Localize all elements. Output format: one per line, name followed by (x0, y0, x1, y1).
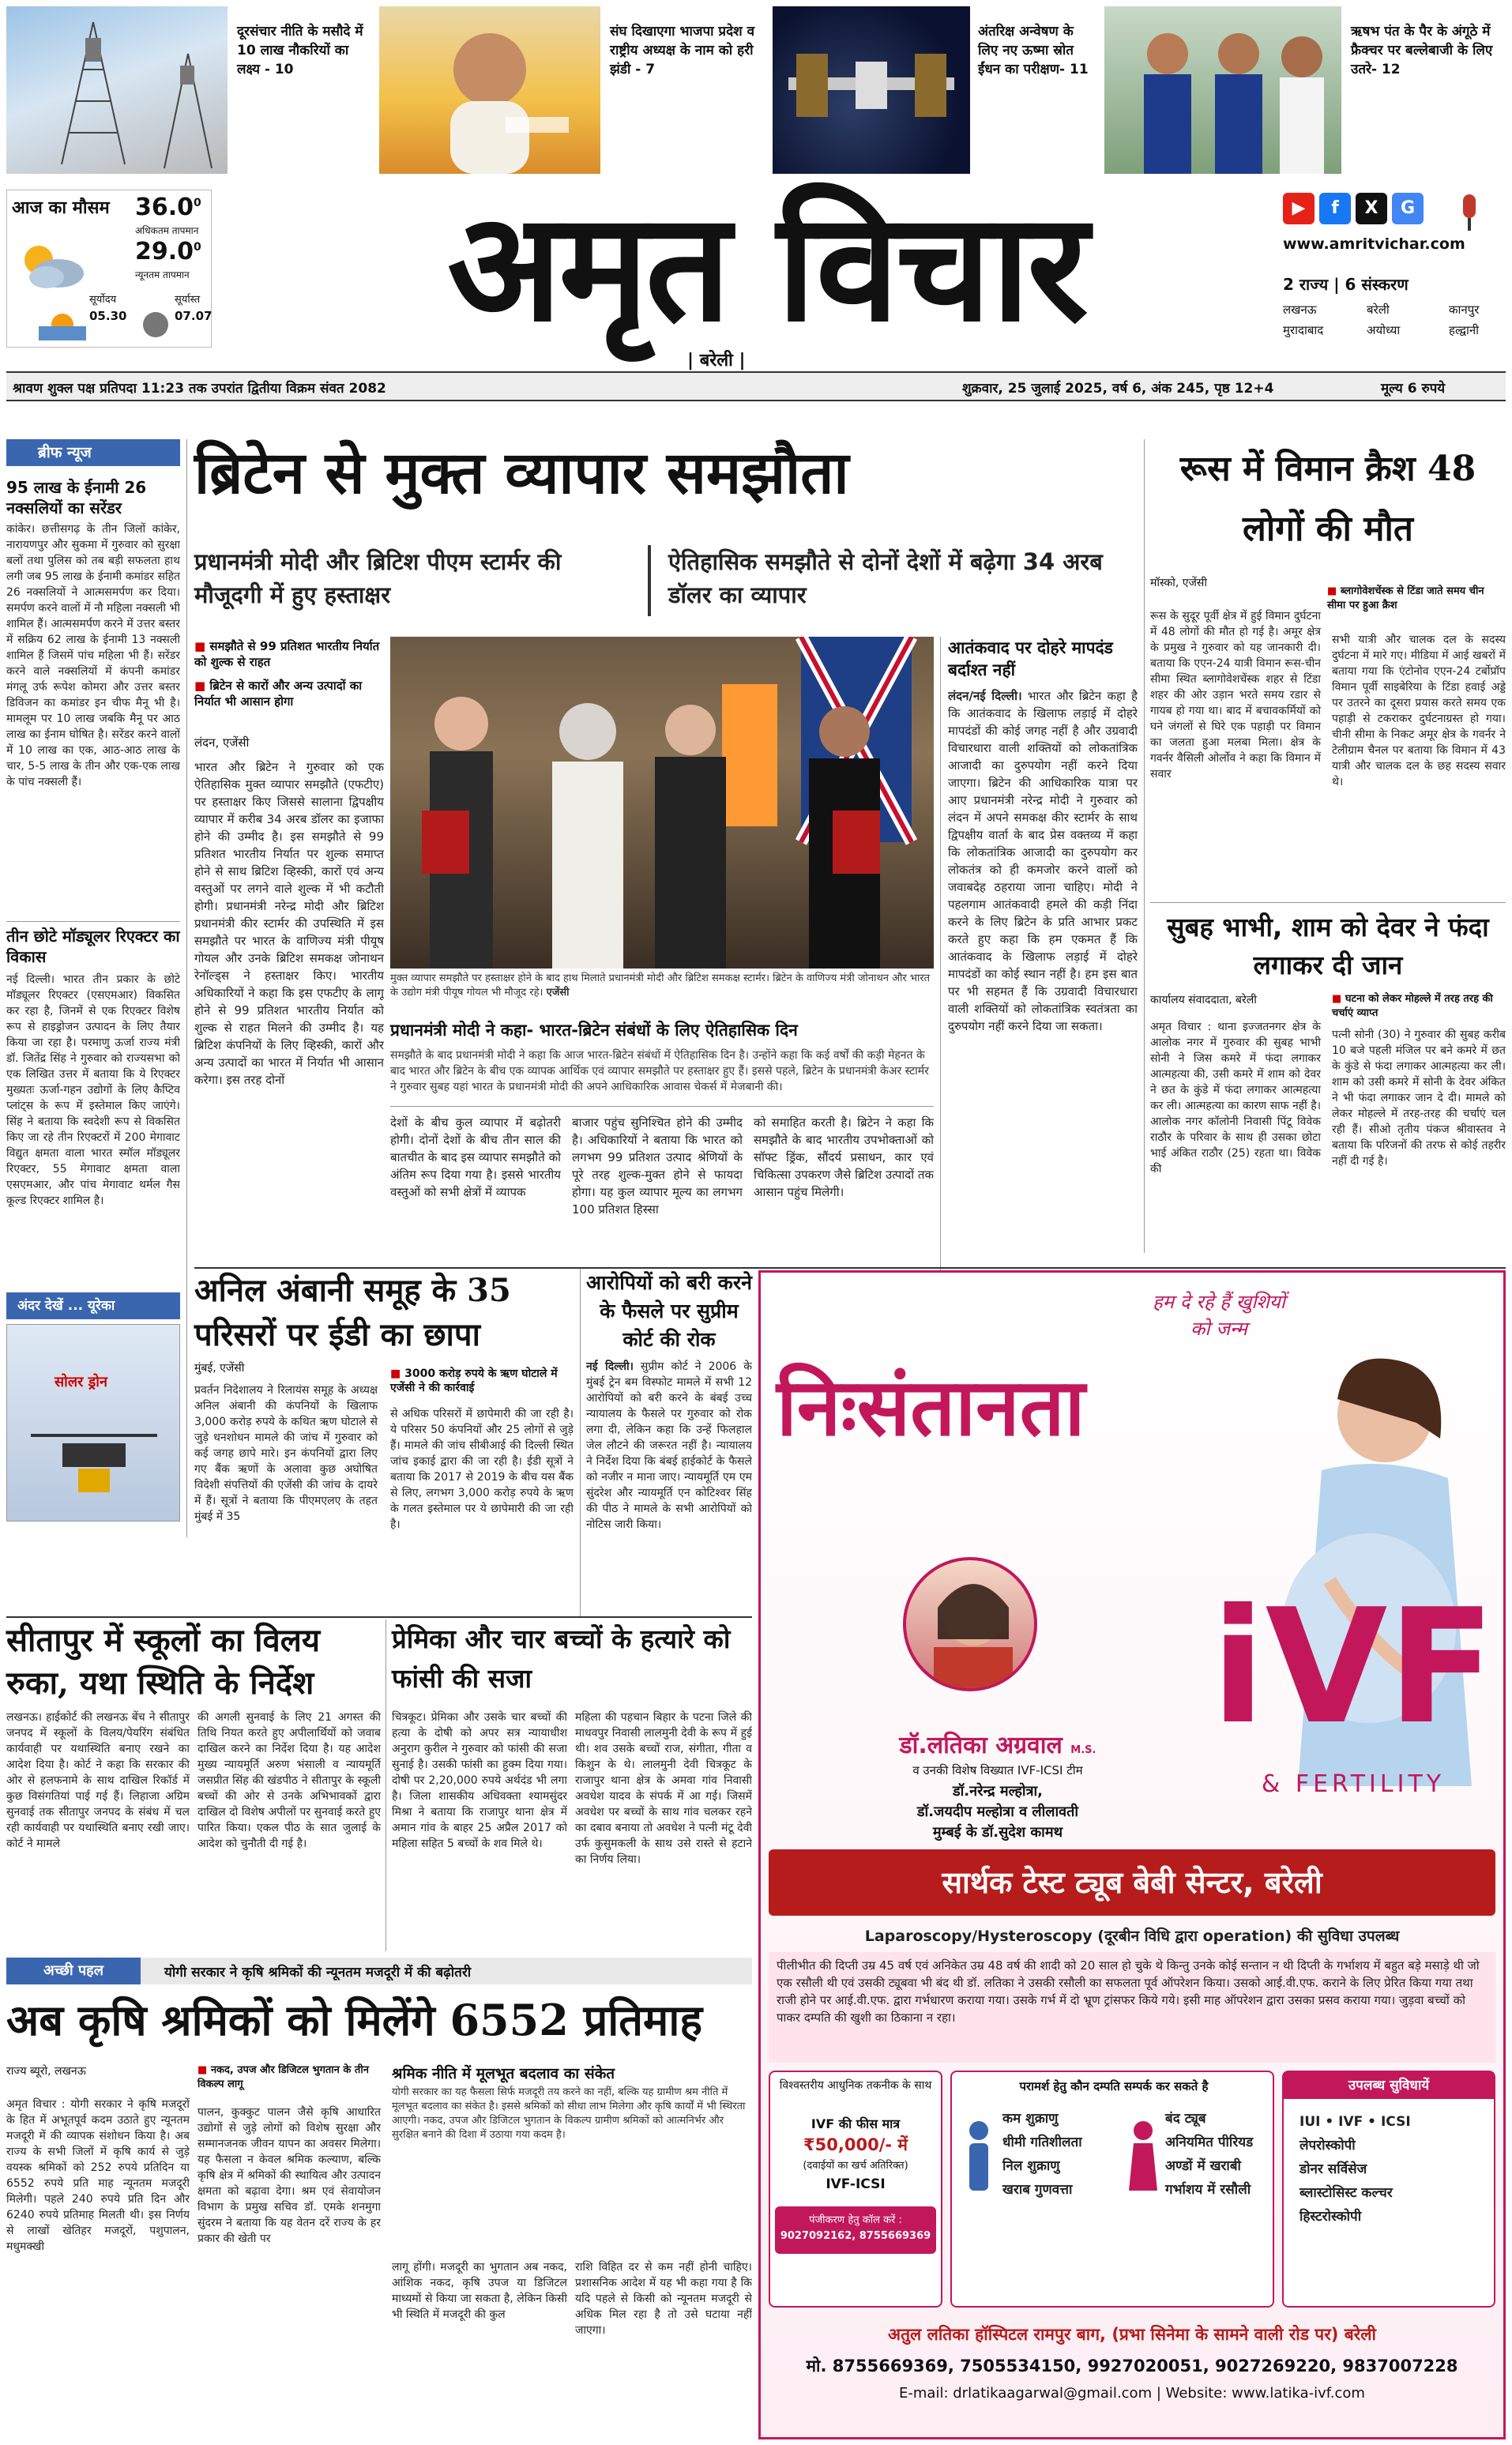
terror-text: लंदन/नई दिल्ली। भारत और ब्रिटेन कहा है कि आतंकवाद के खिलाफ लड़ाई में दोहरे मापदंडों की कोई जगह नहीं है और उग्रवादी विचारधारा वाली शक्तियों को लोकतांत्रिक आजादी का दुरुपयोग नहीं करने दिया जाएगा। ब्रिटेन की आधिकारिक यात्रा पर आए प्रधानमंत्री नरेन्द्र मोदी ने गुरुवार को लंदन में अपने समकक्ष कीर स्टार्मर के साथ द्विपक्षीय वार्ता के बाद प्रेस वक्तव्य में कहा कि लोकतांत्रिक आजादी का दुरुपयोग कर लोकतंत्र को ही कमजोर करने वालों को जवाबदेह ठहराया जाना चाहिए। मोदी ने पहलगाम आतंकवादी हमले की कड़ी निंदा करने के लिए ब्रिटेन के प्रति आभार प्रकट करते हुए कहा कि हम एकमत हैं कि आतंकवाद के खिलाफ लड़ाई में दोहरे मापदंडों का कोई स्थान नहीं है। हम इस बात पर भी सहमत हैं कि उग्रवादी विचारधारा वाली शक्तियों को लोकतांत्रिक स्वतंत्रता का दुरुपयोग नहीं करने दिया जा सकता। (948, 689, 1138, 1033)
team-3: मुम्बई के डॉ.सुदेश कामथ (932, 1824, 1063, 1841)
ed-bullet: ■ 3000 करोड़ रुपये के ऋण घोटाले में एजेंसी ने की कार्रवाई (390, 1367, 572, 1395)
russia-dateline: मॉस्को, एजेंसी (1150, 577, 1207, 589)
ed-col-1: प्रवर्तन निदेशालय ने रिलायंस समूह के अध्यक्ष अनिल अंबानी की कंपनियों के खिलाफ 3,000 करोड़ रुपये के कथित ऋण घोटाले से जुड़े धनशोधन मामले की जांच में गुरुवार को कई जगह छापे मारे। इन कंपनियों द्वारा लिए गए बैंक ऋणों के अलावा कुछ अघोषित विदेशी संपत्तियों की एजेंसी की जांच के दायरे में हैं। सूत्रों ने बताया कि पीएमएलए के तहत मुंबई में 35 (194, 1384, 378, 1523)
website-link[interactable]: www.amritvichar.com (1283, 235, 1465, 253)
doctor-name: डॉ.लतिका अग्रवाल M.S. (899, 1732, 1096, 1759)
agri-sub-intro: योगी सरकार का यह फैसला सिर्फ मजदूरी तय करने का नहीं, बल्कि यह ग्रामीण श्रम नीति में मूलभूत बदलाव का संकेत है। इससे श्रमिकों को सीधा लाभ मिलेगा और कृषि कार्यों में भी स्थिरता आएगी। नकद, उपज और डिजिटल भुगतान के विकल्प ग्रामीण श्रमिकों को आत्मनिर्भर और सुरक्षित बनाने की दिशा में उठाया गया कदम है। (392, 2086, 746, 2141)
agri-sub-headline[interactable]: श्रमिक नीति में मूलभूत बदलाव का संकेत (392, 2065, 615, 2082)
fertility-label: & FERTILITY (1261, 1770, 1446, 1798)
promo-image-space (773, 6, 970, 174)
agri-col-2: पालन, कुक्कुट पालन जैसे कृषि आधारित उद्योगों से जुड़े लोगों को विशेष सुरक्षा और सम्मानजनक जीवन यापन का अवसर मिलेगा। यह फैसला न केवल श्रमिक कल्याण, बल्कि कृषि क्षेत्र में श्रमिकों की स्थायित्व और उत्पादन क्षमता को बढ़ावा देगा। श्रम एवं सेवायोजन विभाग के प्रमुख सचिव डॉ. एमके शनमुगा सुंदरम ने बताया कि यह वेतन दरें राज्य के हर प्रकार की खेती पर (197, 2106, 381, 2245)
masthead-city: | बरेली | (687, 351, 746, 371)
agri-col-1: अमृत विचार : योगी सरकार ने कृषि मजदूरों के हित में अभूतपूर्व कदम उठाते हुए न्यूनतम मजदूरी में की व्यापक संशोधन किया है। अब राज्य के सभी जिलों में कृषि कार्य से जुड़े वयस्क श्रमिकों को 252 रुपये प्रतिदिन या 6552 रुपये प्रति माह न्यूनतम मजदूरी मिलेगी। पहले 240 रुपये प्रति दिन और 6240 रुपये प्रतिमाह मिलती थी। इस निर्णय से लाखों खेतिहर मजदूरों, पशुपालन, मधुमक्खी (6, 2098, 190, 2253)
lead-headline[interactable]: ब्रिटेन से मुक्त व्यापार समझौता (194, 439, 849, 507)
lead-bullet-2: ■ ब्रिटेन से कारों और अन्य उत्पादों का निर्यात भी आसान होगा (194, 678, 384, 709)
issue-line: शुक्रवार, 25 जुलाई 2025, वर्ष 6, अंक 245, पृष्ठ 12+4 (962, 381, 1274, 397)
fee-line: IVF की फीस मात्र (811, 2116, 901, 2131)
ivf-logo: iVF (1211, 1575, 1495, 1759)
school-col-2: की अगली सुनवाई के लिए 21 अगस्त की तिथि नियत करते हुए अपीलार्थियों को जवाब दाखिल करने का निर्देश दिया है। यह आदेश मुख्य न्यायमूर्ति अरुण भंसाली व न्यायमूर्ति जसप्रीत सिंह की खंडपीठ ने सीतापुर के स्कूली बच्चों की ओर से उनके अभिभावकों द्वारा दाखिल दो विशेष अपीलों पर सुनवाई करते हुए पारित किया। एकल पीठ के सात जुलाई के आदेश को चुनौती दी गई है। (197, 1711, 381, 1850)
edition-5[interactable]: अयोध्या (1367, 323, 1401, 337)
min-temp: 29.0$^0$ (135, 238, 201, 265)
death-headline[interactable]: प्रेमिका और चार बच्चों के हत्यारे को फांसी की सजा (392, 1623, 731, 1694)
microphone-icon (1446, 190, 1493, 237)
suicide-headline[interactable]: सुबह भाभी, शाम को देवर ने फंदा लगाकर दी जान (1167, 912, 1489, 980)
max-temp: 36.0$^0$ (135, 194, 201, 221)
promo-3-text[interactable]: अंतरिक्ष अन्वेषण के लिए नए ऊष्मा स्रोत ईंधन का परीक्षण- 11 (978, 24, 1089, 77)
conditions-head: परामर्श हेतु कौन दम्पति सम्पर्क कर सकते है (1019, 2079, 1209, 2093)
school-col-1: लखनऊ। हाईकोर्ट की लखनऊ बेंच ने सीतापुर जनपद में स्कूलों के विलय/पेयरिंग संबंधित कार्यवाही पर यथास्थिति बनाए रखने का आदेश दिया है। कोर्ट ने कहा कि सरकार की ओर से हलफनामे के साथ दाखिल रिकॉर्ड में कुछ विसंगतियां पाई गई हैं। लिहाजा अग्रिम सुनवाई तक सीतापुर जनपद के संबंध में चल रही कार्यवाही पर यथास्थिति बनाए रखी जाए। कोर्ट ने मामले (6, 1711, 190, 1850)
edition-2[interactable]: बरेली (1367, 303, 1390, 317)
google-icon[interactable]: G (1392, 193, 1424, 224)
suicide-dateline: कार्यालय संवाददाता, बरेली (1150, 994, 1257, 1006)
facebook-icon[interactable]: f (1319, 193, 1351, 224)
weather-box (6, 190, 212, 348)
brief-1-text: कांकेर। छत्तीसगढ़ के तीन जिलों कांकेर, नारायणपुर और सुकमा में गुरुवार को सुरक्षा बलों तथा पुलिस को तब बड़ी सफलता हाथ लगी जब 95 लाख के ईनामी कमांडर सहित 26 नक्सलियों ने आत्मसमर्पण कर दिया। समर्पण करने वालों में नौ महिला नक्सली भी शामिल हैं। आत्मसमर्पण करने में उत्तर बस्तर में सक्रिय 62 लाख के ईनामी 13 नक्सली शामिल हैं जिसमें पांच महिला भी हैं। सरेंडर करने वाले नक्सलियों में कंपनी कमांडर मंगलू उर्फ रूपेश कोमरा और उत्तर बस्तर डिविजन का कमांडर इन चीफ मैनू भी है। मामलूम पर 10 लाख जबकि मैनू पर आठ लाख का ईनाम घोषित है। सरेंडर करने वालों में 10 लाख का एक, आठ-आठ लाख के चार, 5-5 लाख के तीन और एक-एक लाख के पांच नक्सली हैं। (6, 523, 180, 788)
space-station-icon (773, 6, 970, 174)
max-temp-label: अधिकतम तापमान (135, 225, 199, 236)
ad-email[interactable]: E-mail: drlatikaagarwal@gmail.com | Website: www.latika-ivf.com (899, 2385, 1365, 2402)
russia-bullet: ■ ब्लागोवेशचेंस्क से टिंडा जाते समय चीन सीमा पर हुआ क्रैश (1327, 585, 1506, 613)
ad-address: अतुल लतिका हॉस्पिटल रामपुर बाग, (प्रभा सिनेमा के सामने वाली रोड पर) बरेली (888, 2325, 1376, 2344)
inside-header[interactable]: अंदर देखें ... यूरेका (6, 1292, 180, 1319)
lead-bullet-1: ■ समझौते से 99 प्रतिशत भारतीय निर्यात को शुल्क से राहत (194, 638, 384, 670)
edition-6[interactable]: हल्द्वानी (1449, 323, 1480, 337)
team-1: डॉ.नरेन्द्र मल्होत्रा, (952, 1783, 1044, 1800)
ad-phones[interactable]: मो. 8755669369, 7505534150, 9927020051, 9027269220, 9837007228 (806, 2357, 1458, 2375)
female-conditions: बंद ट्यूब अनियमित पीरियड अण्डों में खराबी गर्भाशय में रसौली (1165, 2111, 1254, 2198)
masthead-title[interactable]: अमृत विचार (447, 179, 1085, 355)
brief-1-title[interactable]: 95 लाख के ईनामी 26 नक्सलियों का सरेंडर (6, 478, 147, 517)
agri-kicker-line: योगी सरकार ने कृषि श्रमिकों की न्यूनतम मजदूरी में की बढ़ोतरी (164, 1965, 472, 1980)
services-list: IUI • IVF • ICSI लेपरोस्कोपी डोनर सर्विसेज ब्लास्टोसिस्ट कल्चर हिस्टरोस्कोपी (1299, 2114, 1411, 2225)
ed-col-2: से अधिक परिसरों में छापेमारी की जा रही है। ये परिसर 50 कंपनियों और 25 लोगों से जुड़े हैं। मामले की जांच सीबीआई की दिल्ली स्थित जांच इकाई द्वारा की जा रही है। ईडी सूत्रों ने बताया कि 2017 से 2019 के बीच यस बैंक से लिए, लगभग 3,000 करोड़ रुपये के ऋण के गलत इस्तेमाल पर ये छापेमारी की जा रही है। (390, 1408, 574, 1531)
sunset-label: सूर्यास्त (175, 294, 201, 306)
moon-icon (140, 309, 171, 340)
death-col-1: चित्रकूट। प्रेमिका और उसके चार बच्चों की हत्या के दोषी को अपर सत्र न्यायाधीश अनुराग कुरील ने गुरुवार को फांसी की सजा सुनाई है। उसकी फांसी का हुक्म दिया गया। दोषी पर 2,20,000 रुपये अर्थदंड भी लगा है। जिला शासकीय अधिवक्ता श्यामसुंदर मिश्रा ने बताया कि राजापुर थाना क्षेत्र में अमान गांव के बाहर 25 अप्रैल 2017 को महिला सहित 5 बच्चों के शव मिले थे। (392, 1711, 567, 1850)
suicide-col-2: पत्नी सोनी (30) ने गुरुवार की सुबह करीब 10 बजे पहली मंजिल पर बने कमरे में छत के कुंडे से फंदा लगाकर आत्महत्या कर ली। शाम को उसी कमरे में सोनी के देवर अंकित ने भी फंदा लगाकर जान दे दी। मामले को लेकर मोहल्ले में तरह-तरह की चर्चाएं चल रही हैं। सीओ तृतीय पंकज श्रीवास्तव ने बताया कि परिजनों की तरफ से कोई तहरीर नहीं दी गई है। (1332, 1029, 1506, 1168)
team-line: व उनकी विशेष विख्यात IVF-ICSI टीम (912, 1763, 1083, 1777)
fee-note: (दवाईयों का खर्च अतिरिक्त) (803, 2160, 908, 2172)
drone-icon (31, 1412, 157, 1499)
ad-tagline: हम दे रहे हैं खुशियों को जन्म (1153, 1291, 1285, 1340)
death-col-2: महिला की पहचान बिहार के पटना जिले की माधवपुर निवासी लालमुनी देवी के रूप में हुई थी। शव उसके बच्चों राज, संगीता, गीता व किशुन के थे। लालमुनी देवी चित्रकूट के राजापुर थाना क्षेत्र के अमवा गांव निवासी अवधेश यादव के संपर्क में आ गई। जिसमें अवधेश पर बच्चों के साथ गांव चलकर रहने का दबाव बनाया तो अवधेश ने पत्नी मंटू देवी उर्फ कुसुमकली के साथ उसे रास्ते से हटाने का निर्णय लिया। (575, 1711, 752, 1866)
fee-box (769, 2071, 942, 2308)
success-story: पीलीभीत की दिप्ती उम्र 45 वर्ष एवं अनिकेत उम्र 48 वर्ष की शादी को 20 साल हो चुके थे किन्तु उनके कोई सन्तान न थी दिप्ती के गर्भाशय में बहुत बड़े मसाड़े थी जो एक रसौली थी एवं उसकी ट्यूबवा भी बंद थी डॉ. लतिका ने उसकी रसौली का सफलता पूर्व ऑपरेशन किया। उसको आई.वी.एफ. कराने के लिए प्रेरित किया गया तथा राजी होने पर आई.वी.एफ. द्वारा गर्भधारण कराया गया। उसके गर्भ में दो भ्रूण ट्रांसफर किये गये। इसी माह ऑपरेशन द्वारा उसका प्रसव कराया गया। जुड़वा बच्चों को पाकर दम्पति की खुशी का ठिकाना न रहा। (769, 1952, 1495, 2063)
editions-label: 2 राज्य | 6 संस्करण (1283, 275, 1409, 294)
lead-col-3: बाजार पहुंच सुनिश्चित होने की उम्मीद है। अधिकारियों ने बताया कि भारत को लगभग 99 प्रतिशत उत्पाद श्रेणियों के पूरे तरह शुल्क-मुक्त होने से फायदा होगा। यह कुल व्यापार मूल्य का लगभग 100 प्रतिशत हिस्सा (572, 1115, 743, 1217)
youtube-icon[interactable]: ▶ (1283, 193, 1315, 224)
ed-dateline: मुंबई, एजेंसी (194, 1362, 245, 1375)
suicide-bullet: ■ घटना को लेकर मोहल्ले में तरह तरह की चर्चाएं व्याप्त (1332, 992, 1506, 1021)
sunrise-icon (39, 301, 86, 340)
agri-col-4: राशि विहित दर से कम नहीं होनी चाहिए। प्रशासनिक आदेश में यह भी कहा गया है कि यदि पहले से किसी को न्यूनतम मजदूरी से अधिक मिल रहा है तो उसे घटाया नहीं जाएगा। (575, 2261, 752, 2337)
panchang-line: श्रावण शुक्ल पक्ष प्रतिपदा 11:23 तक उपरांत द्वितीया विक्रम संवत 2082 (13, 381, 386, 397)
edition-1[interactable]: लखनऊ (1283, 303, 1317, 317)
agri-dateline: राज्य ब्यूरो, लखनऊ (6, 2065, 86, 2078)
registration[interactable]: पंजीकरण हेतु कॉल करें : 9027092162, 8755669369 (775, 2206, 936, 2254)
weather-label: आज का मौसम (12, 198, 110, 218)
agri-headline[interactable]: अब कृषि श्रमिकों को मिलेंगे 6552 प्रतिमाह (6, 1995, 703, 2045)
male-conditions: कम शुक्राणु धीमी गतिशीलता निल शुक्राणु खराब गुणवत्ता (1002, 2111, 1082, 2198)
ad-title: निःसंतानता (777, 1360, 1085, 1454)
fee-tag: IVF-ICSI (826, 2176, 886, 2192)
promo-4-text[interactable]: ऋषभ पंत के पैर के अंगूठे में फ्रैक्चर पर बल्लेबाजी के लिए उतरे- 12 (1351, 24, 1493, 77)
agri-kicker-bar (6, 1958, 752, 1984)
ivf-ad[interactable] (758, 1270, 1506, 2439)
telecom-tower-icon (6, 6, 228, 174)
terror-headline[interactable]: आतंकवाद पर दोहरे मापदंड बर्दाश्त नहीं (948, 638, 1113, 679)
conditions-box (950, 2071, 1274, 2308)
fee-head: विश्वस्तरीय आधुनिक तकनीक के साथ (779, 2079, 932, 2092)
centre-banner: सार्थक टेस्ट ट्यूब बेबी सेन्टर, बरेली (769, 1849, 1495, 1916)
promo-1-text[interactable]: दूरसंचार नीति के मसौदे में 10 लाख नौकरियों का लक्ष्य - 10 (237, 24, 363, 77)
fee-amount: ₹50,000/- में (803, 2135, 908, 2154)
lead-deck-left: प्रधानमंत्री मोदी और ब्रिटिश पीएम स्टार्मर की मौजूदगी में हुए हस्ताक्षर (194, 548, 562, 608)
sunset-time: 07.07 (175, 309, 213, 323)
services-box (1282, 2071, 1495, 2308)
promo-image-telecom (6, 6, 228, 174)
brief-header: ब्रीफ न्यूज (6, 439, 180, 466)
lead-dateline: लंदन, एजेंसी (194, 735, 250, 750)
promo-2-text[interactable]: संघ दिखाएगा भाजपा प्रदेश व राष्ट्रीय अध्यक्ष के नाम को हरी झंडी - 7 (610, 24, 755, 77)
inside-thumbnail[interactable] (6, 1324, 180, 1522)
lead-deck-right: ऐतिहासिक समझौते से दोनों देशों में बढ़ेगा 34 अरब डॉलर का व्यापार (668, 548, 1103, 608)
doctor-photo (903, 1557, 1037, 1691)
date-bar (6, 371, 1506, 401)
min-temp-label: न्यूनतम तापमान (135, 269, 190, 280)
lead-sub-headline[interactable]: प्रधानमंत्री मोदी ने कहा- भारत-ब्रिटेन संबंधों के लिए ऐतिहासिक दिन (390, 1021, 798, 1040)
russia-headline[interactable]: रूस में विमान क्रैश 48 लोगों की मौत (1179, 449, 1476, 549)
sunrise-time: 05.30 (89, 309, 127, 323)
ed-headline[interactable]: अनिल अंबानी समूह के 35 परिसरों पर ईडी का छापा (194, 1272, 511, 1353)
price: मूल्य 6 रुपये (1381, 381, 1446, 397)
masthead-right (1280, 190, 1509, 348)
agri-kicker: अच्छी पहल (6, 1958, 141, 1984)
inside-sub-text: सोलर ड्रोन (55, 1374, 107, 1390)
sunrise-label: सूर्योदय (89, 294, 117, 306)
lead-photo-caption: मुक्त व्यापार समझौते पर हस्ताक्षर होने के बाद हाथ मिलाते प्रधानमंत्री मोदी और ब्रिटिश समकक्ष स्टार्मर। ब्रिटेन के वाणिज्य मंत्री जोनाथन और भारत के उद्योग मंत्री पीयूष गोयल भी मौजूद रहे। एजेंसी (390, 972, 931, 999)
agri-col-3: लागू होंगी। मजदूरी का भुगतान अब नकद, आंशिक नकद, कृषि उपज या डिजिटल माध्यमों से किया जा सकता है, लेकिन किसी भी स्थिति में मजदूरी की कुल (392, 2261, 567, 2321)
school-headline[interactable]: सीतापुर में स्कूलों का विलय रुका, यथा स्थिति के निर्देश (6, 1622, 321, 1702)
court-headline[interactable]: आरोपियों को बरी करने के फैसले पर सुप्रीम कोर्ट की रोक (586, 1271, 752, 1351)
promo-image-leader (379, 6, 600, 174)
services-head: उपलब्ध सुविधायें (1284, 2072, 1494, 2099)
russia-col-1: रूस के सुदूर पूर्वी क्षेत्र में हुई विमान दुर्घटना में 48 लोगों की मौत हो गई है। अमूर क्षेत्र के प्रमुख ने गुरुवार को यह जानकारी दी। बताया कि एएन-24 यात्री विमान रूस-चीन सीमा स्थित ब्लागोवेशचेंस्क शहर से टिंडा शहर की ओर उड़ान भरते समय रडार से गायब हो गया था। बाद में बचावकर्मियों को घने जंगलों से घिरे एक पहाड़ी पर विमान का जलता हुआ मलबा मिला। क्षेत्र के गवर्नर वैसिली ओर्लोव ने कहा कि विमान में सवार (1150, 610, 1321, 781)
cloud-sun-icon (15, 238, 86, 293)
team-2: डॉ.जयदीप मल्होत्रा व लीलावती (916, 1804, 1079, 1820)
brief-2-text: नई दिल्ली। भारत तीन प्रकार के छोटे मॉड्यूलर रिएक्टर (एसएमआर) विकसित कर रहा है, जिनमें से एक रिएक्टर विशेष रूप से हाइड्रोजन उत्पादन के लिए तैयार किया जा रहा है। परमाणु ऊर्जा राज्य मंत्री डॉ. जितेंद्र सिंह ने गुरुवार को राज्यसभा को एक लिखित उत्तर में बताया कि ये रिएक्टर मुख्यतः ऊर्जा-गहन उद्योगों के लिए कैप्टिव प्लांट्स के रूप में इस्तेमाल किए जाएंगे। सिंह ने बताया कि स्वदेशी रूप से विकसित किए जा रहे तीन रिएक्टरों में 200 मेगावाट विद्युत क्षमता वाला भारत स्मॉल मॉड्यूलर रिएक्टर, 55 मेगावाट क्षमता वाला एसएमआर, और पांच मेगावाट थर्मल गैस कूल्ड रिएक्टर शामिल है। (6, 973, 180, 1207)
lead-sub-intro: समझौते के बाद प्रधानमंत्री मोदी ने कहा कि आज भारत-ब्रिटेन संबंधों में ऐतिहासिक दिन है। उन्होंने कहा कि कई वर्षों की कड़ी मेहनत के बाद भारत और ब्रिटेन के बीच एक व्यापक आर्थिक एवं व्यापार समझौते पर हस्ताक्षर हुए हैं। इससे पहले, ब्रिटेन के प्रधानमंत्री केअर स्टार्मर ने गुरुवार सुबह यहां भारत के प्रधानमंत्री मोदी की अपने आधिकारिक आवास चेकर्स में मेजबानी की। (390, 1049, 929, 1093)
female-figure-icon (1127, 2120, 1159, 2199)
agri-bullet: ■ नकद, उपज और डिजिटल भुगतान के तीन विकल्प लागू (197, 2063, 381, 2092)
court-text: नई दिल्ली। सुप्रीम कोर्ट ने 2006 के मुंबई ट्रेन बम विस्फोट मामले में सभी 12 आरोपियों को बरी करने के बंबई उच्च न्यायालय के फैसले पर गुरुवार को रोक लगा दी, लेकिन कहा कि उन्हें फिलहाल जेल लौटने की जरूरत नहीं है। न्यायालय ने निर्देश दिया कि बंबई हाईकोर्ट के फैसले को नजीर न माना जाए। न्यायमूर्ति एम एम सुंदरेश और न्यायमूर्ति एन कोटिश्वर सिंह की पीठ ने मामले के सभी आरोपियों को नोटिस जारी किया। (586, 1360, 752, 1531)
edition-4[interactable]: मुरादाबाद (1283, 323, 1324, 337)
x-icon[interactable]: X (1356, 193, 1387, 224)
russia-col-2: सभी यात्री और चालक दल के सदस्य दुर्घटना में मारे गए। मीडिया में आई खबरों में बताया गया कि एंटोनोव एएन-24 टर्बोप्रॉप विमान पूर्वी साइबेरिया के टिंडा हवाई अड्डे पर उतरने का दूसरा प्रयास करते समय एक पहाड़ी से टकराकर दुर्घटनाग्रस्त हो गया। चीनी सीमा के निकट अमूर क्षेत्र के गवर्नर ने टेलीग्राम चैनल पर बताया कि विमान में 43 यात्री और चालक दल के छह सदस्य सवार थे। (1332, 634, 1506, 788)
promo-image-cricket (1104, 6, 1341, 174)
suicide-col-1: अमृत विचार : थाना इज्जतनगर क्षेत्र के आलोक नगर में गुरुवार की सुबह भाभी सोनी ने जिस कमरे में फंदा लगाकर आत्महत्या की, उसी कमरे में शाम को देवर ने छत के कुंडे में फंदा लगाकर आत्महत्या कर ली। आत्महत्या का कारण साफ नहीं है। आलोक नगर कॉलोनी निवासी पिंटू विवेक राठौर के परिवार के साथ ही उसका छोटा भाई अंकित राठौर (25) रहता था। विवेक की (1150, 1021, 1321, 1175)
lead-col-4: को समाहित करती है। ब्रिटेन ने कहा कि समझौते के बाद भारतीय उपभोक्ताओं को सॉफ्ट ड्रिंक, सौंदर्य प्रसाधन, कार एवं चिकित्सा उपकरण जैसे ब्रिटिश उत्पादों तक आसान पहुंच मिलेगी। (754, 1115, 934, 1199)
laparoscopy-line: Laparoscopy/Hysteroscopy (दूरबीन विधि द्वारा operation) की सुविधा उपलब्ध (864, 1928, 1400, 1945)
brief-2-title[interactable]: तीन छोटे मॉड्यूलर रिएक्टर का विकास (6, 927, 180, 966)
lead-col-2: देशों के बीच कुल व्यापार में बढ़ोतरी होगी। दोनों देशों के बीच तीन साल की बातचीत के बाद इस व्यापार समझौते को अंतिम रूप दिया गया है। इससे भारतीय वस्तुओं को सभी क्षेत्रों में व्यापक (390, 1115, 561, 1199)
lead-body: भारत और ब्रिटेन ने गुरुवार को एक ऐतिहासिक मुक्त व्यापार समझौते (एफटीए) पर हस्ताक्षर किए जिससे सालाना द्विपक्षीय व्यापार में करीब 34 अरब डॉलर का इजाफा होने की उम्मीद है। इस समझौते से 99 प्रतिशत भारतीय निर्यात पर शुल्क समाप्त होने से साथ ब्रिटिश व्हिस्की, कारों एवं अन्य वस्तुओं पर लगने वाले शुल्क में भी कटौती होगी। प्रधानमंत्री नरेन्द्र मोदी और ब्रिटिश प्रधानमंत्री कीर स्टार्मर की उपस्थिति में इस समझौते पर भारत के वाणिज्य मंत्री पीयूष गोयल और उनके ब्रिटिश समकक्ष जोनाथन रेनॉल्ड्स ने हस्ताक्षर किए। भारतीय अधिकारियों ने कहा कि इस एफटीए के लागू होने से 99 प्रतिशत भारतीय निर्यात को शुल्क से राहत मिलने की उम्मीद है। यह ब्रिटिश कंपनियों के लिए व्हिस्की, कारों और अन्य उत्पादों का भारत में निर्यात भी आसान करेगा। इस तरह दोनों (194, 760, 384, 1087)
edition-3[interactable]: कानपुर (1449, 303, 1480, 317)
lead-photo[interactable] (390, 637, 934, 969)
male-figure-icon (963, 2120, 995, 2199)
